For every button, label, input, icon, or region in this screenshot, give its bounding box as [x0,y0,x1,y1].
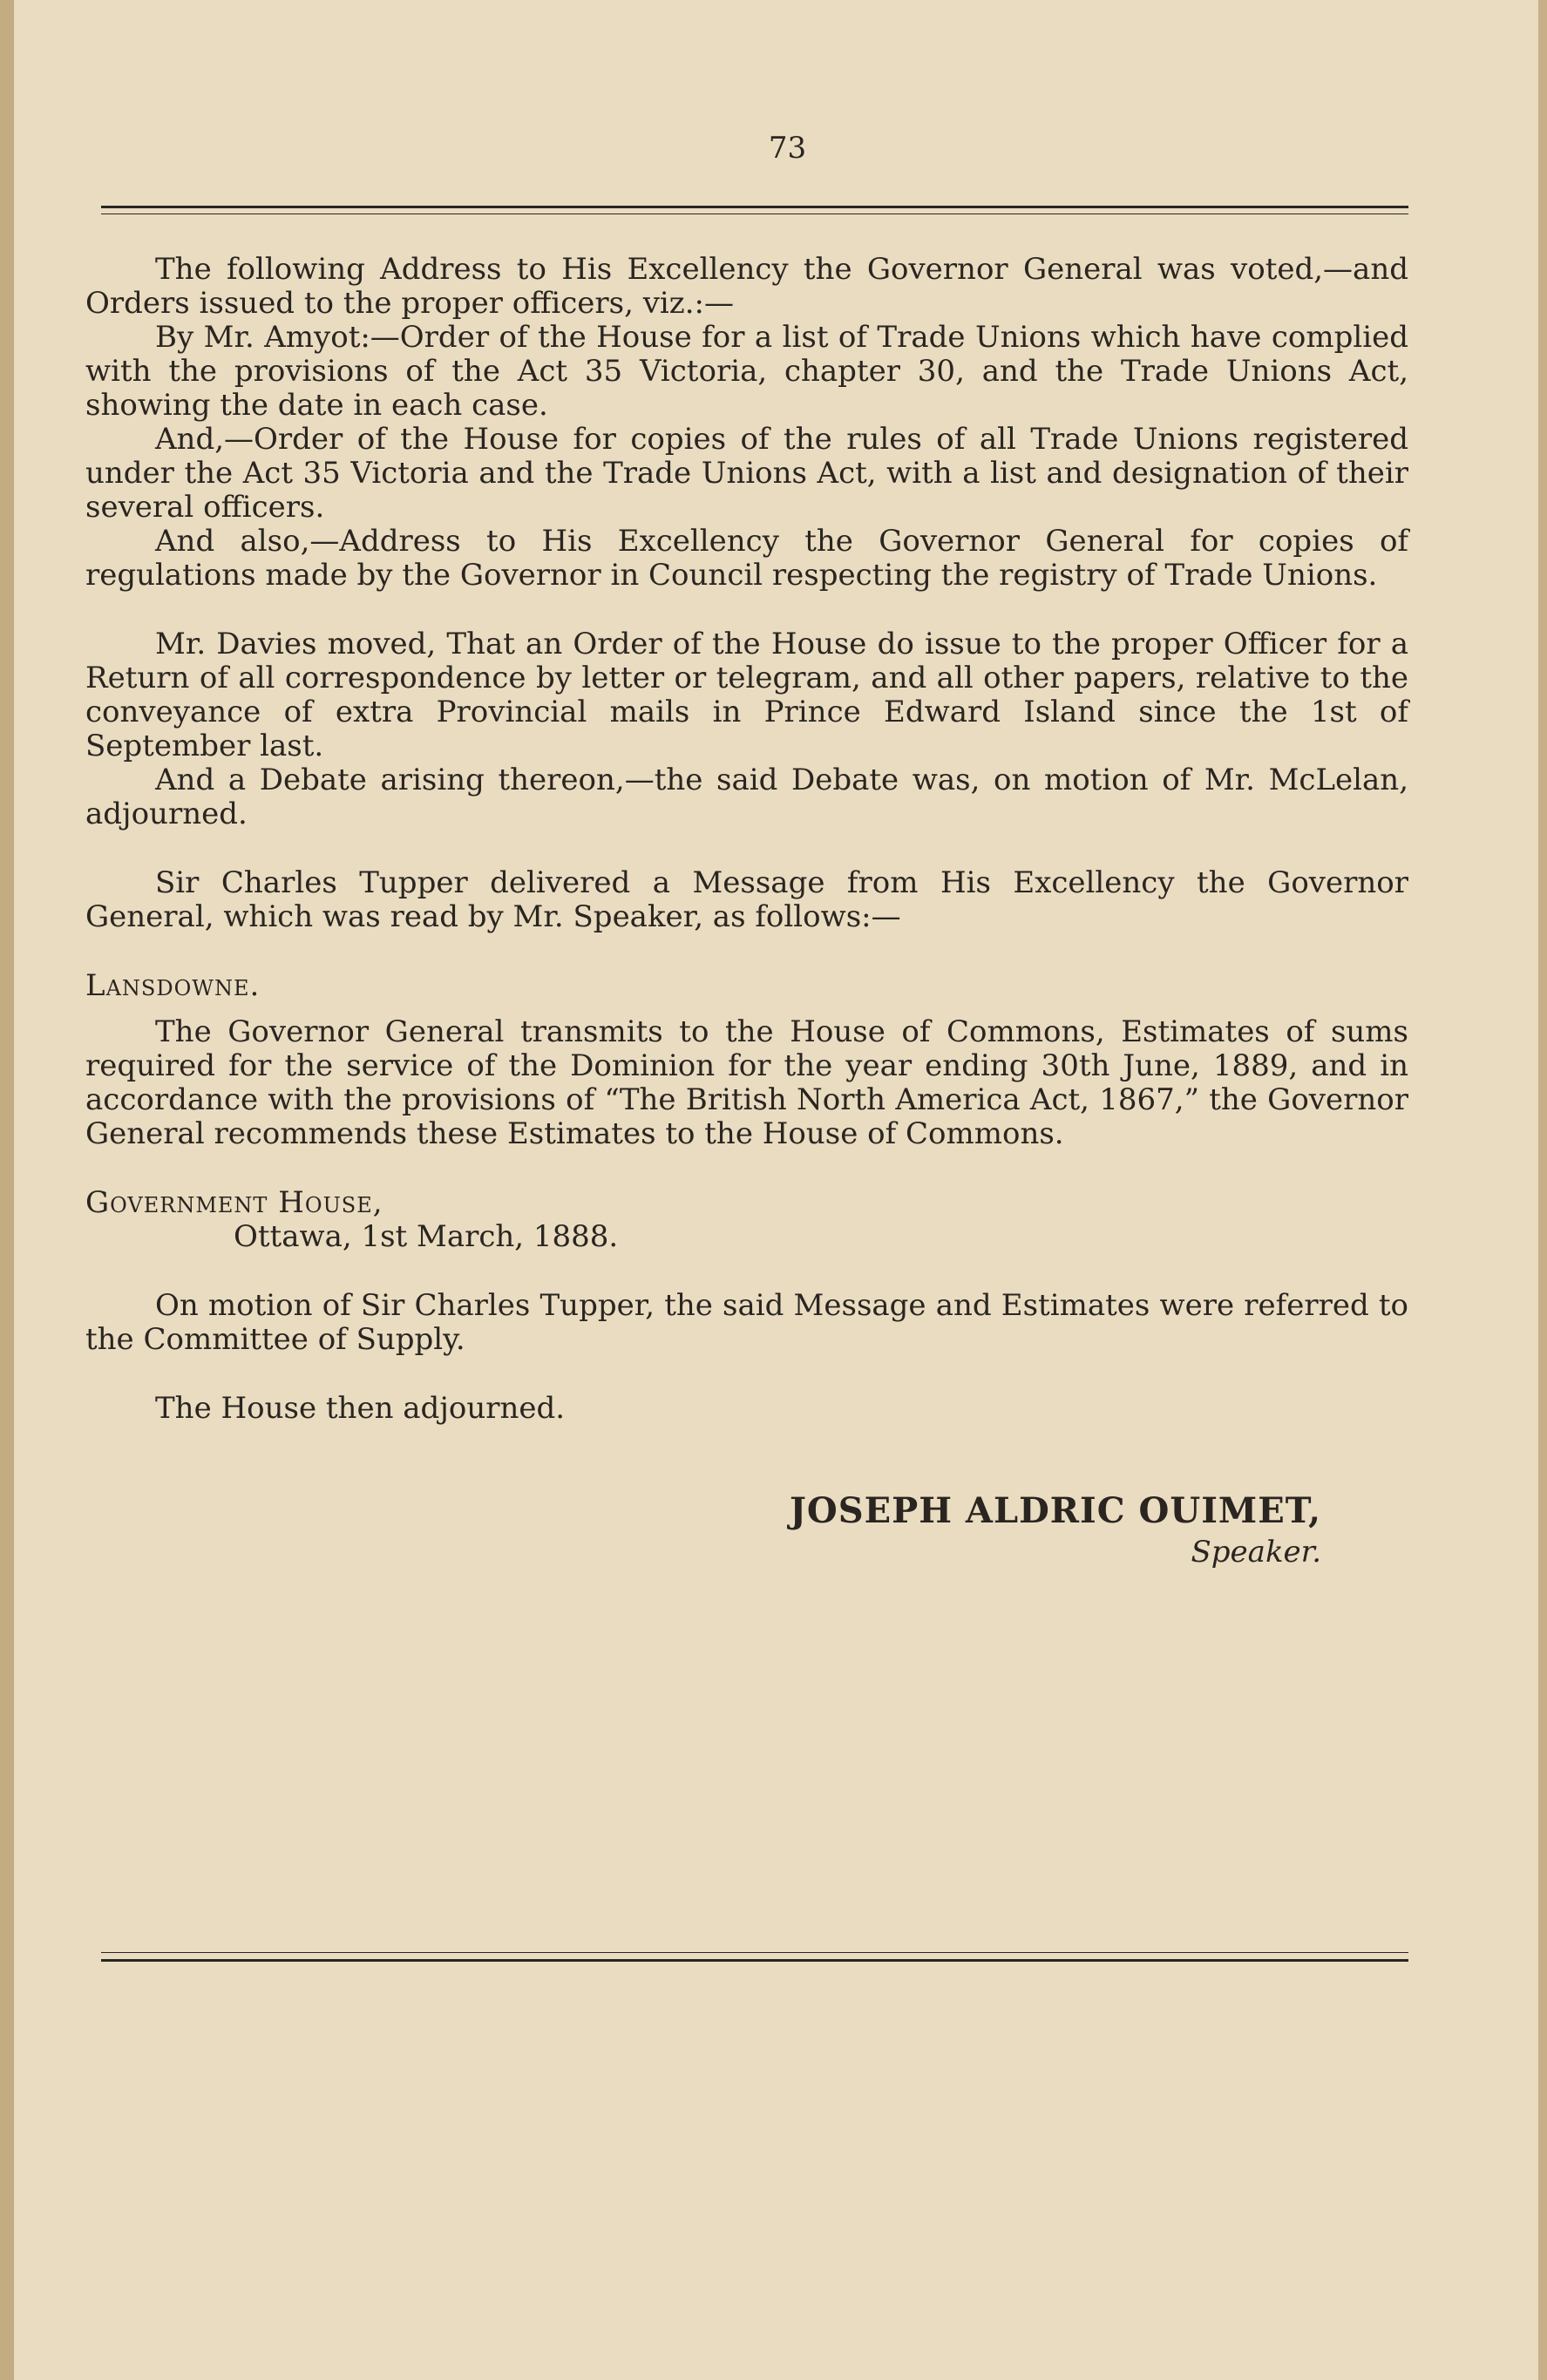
date-line: Ottawa, 1st March, 1888. [234,1219,619,1254]
header-rule-top [101,206,1408,208]
paragraph-address-voted: The following Address to His Excellency the Governor General was voted,—and Orders issued to the proper officers, viz.:— [85,252,1408,321]
paragraph-referred-supply: On motion of Sir Charles Tupper, the said Message and Estimates were referred to the Committee of Supply. [85,1288,1408,1357]
paragraph-estimates-message: The Governor General transmits to the House of Commons, Estimates of sums required for the service of the Dominion for the year ending 30th June, 1889, and in accordance with the provisions of “The British North America Act, 1867,” the Governor General recommends these Estimates to the House of Commons. [85,1014,1408,1151]
footer-rule-bottom [101,1959,1408,1962]
paragraph-amyot-order: By Mr. Amyot:—Order of the House for a list of Trade Unions which have complied with the provisions of the Act 35 Victoria, chapter 30, and the Trade Unions Act, showing the date in each case. [85,320,1408,423]
signatory-lansdowne: Lansdowne. [85,968,261,1003]
paragraph-debate-adjourned: And a Debate arising thereon,—the said Debate was, on motion of Mr. McLelan, adjourned. [85,763,1408,831]
page-number: 73 [768,131,807,166]
speaker-title: Speaker. [1191,1535,1321,1570]
signature-block [14,1490,1321,1570]
paragraph-rules-order: And,—Order of the House for copies of the rules of all Trade Unions registered under the Act 35 Victoria and the Trade Unions Act, with a list and designation of their several officers. [85,422,1408,525]
paragraph-davies-motion: Mr. Davies moved, That an Order of the House do issue to the proper Officer for a Return of all correspondence by letter or telegram, and all other papers, relative to the conveyance of extra Provincial mails in Prince Edward Island since the 1st of September last. [85,627,1408,763]
speaker-name: JOSEPH ALDRIC OUIMET, [789,1490,1321,1531]
body-text [85,253,1408,1426]
footer-rule-top [101,1952,1408,1953]
paragraph-tupper-message: Sir Charles Tupper delivered a Message from His Excellency the Governor General, which was read by Mr. Speaker, as follows:— [85,865,1408,934]
location-government-house: Government House, [85,1185,383,1220]
paragraph-regulations-address: And also,—Address to His Excellency the Governor General for copies of regulations made by the Governor in Council respecting the registry of Trade Unions. [85,524,1408,593]
paragraph-house-adjourned: The House then adjourned. [155,1391,566,1426]
